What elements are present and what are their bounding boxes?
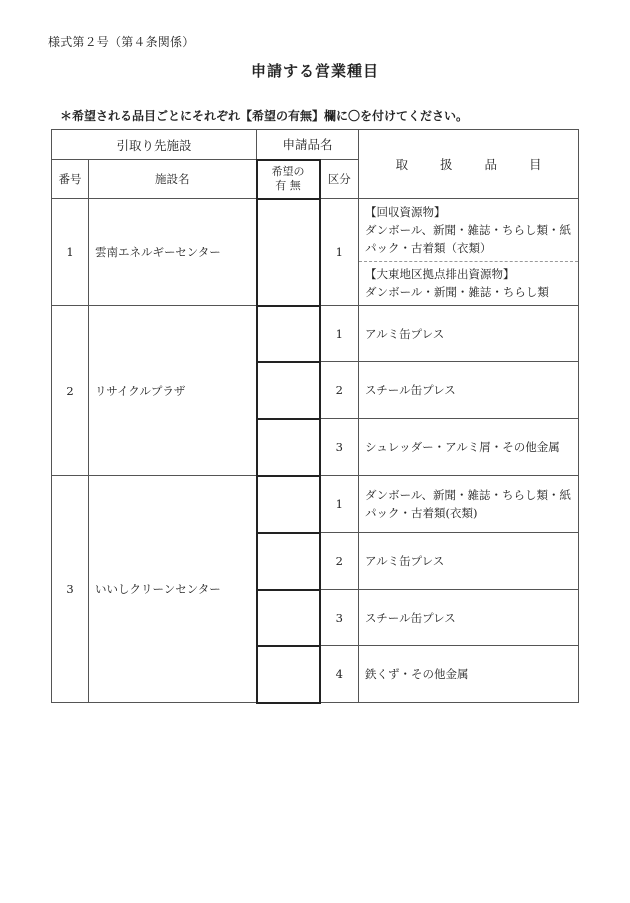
wish-checkbox[interactable] [257,199,320,306]
handled-items-cell: スチール缶プレス [359,590,579,646]
handled-items-cell: シュレッダー・アルミ屑・その他金属 [359,419,579,476]
category-number: 3 [320,419,359,476]
header-wish-line1: 希望の [271,165,305,178]
table-row [52,476,579,533]
category-number: 1 [320,199,359,306]
wish-checkbox[interactable] [257,533,320,590]
application-table [51,129,579,704]
handled-items-cell: 鉄くず・その他金属 [359,646,579,703]
facility-name: 雲南エネルギーセンター [89,199,257,306]
items-group-title: 【大東地区拠点排出資源物】 [365,267,515,281]
wish-checkbox[interactable] [257,476,320,533]
handled-items-cell: アルミ缶プレス [359,533,579,590]
category-number: 2 [320,533,359,590]
header-number: 番号 [52,160,89,199]
instruction-note: ＊希望される品目ごとにそれぞれ【希望の有無】欄に〇を付けてください。 [60,109,469,123]
wish-checkbox[interactable] [257,590,320,646]
header-wish [257,160,320,199]
wish-checkbox[interactable] [257,362,320,419]
items-group-title: 【回収資源物】 [365,205,446,219]
facility-number: 3 [52,476,89,703]
category-number: 4 [320,646,359,703]
wish-checkbox[interactable] [257,306,320,362]
facility-number: 1 [52,199,89,306]
header-row-top [52,130,579,160]
table-row [52,306,579,362]
header-facility-name: 施設名 [89,160,257,199]
header-pickup-facility: 引取り先施設 [52,130,257,160]
header-applied-items: 申請品名 [257,130,359,160]
wish-checkbox[interactable] [257,646,320,703]
category-number: 2 [320,362,359,419]
page-title: 申請する営業種目 [250,62,379,80]
wish-checkbox[interactable] [257,419,320,476]
handled-items-cell: スチール缶プレス [359,362,579,419]
handled-items-cell [359,199,579,306]
facility-number: 2 [52,306,89,476]
items-group-list: ダンボール・新聞・雑誌・ちらし類 [365,285,549,299]
handled-items-cell: ダンボール、新聞・雑誌・ちらし類・紙パック・古着類(衣類) [359,476,579,533]
form-number: 様式第２号（第４条関係） [48,35,195,49]
category-number: 1 [320,476,359,533]
facility-name: いいしクリーンセンター [89,476,257,703]
table-row [52,199,579,306]
header-handled-items: 取 扱 品 目 [359,130,579,199]
facility-name: リサイクルプラザ [89,306,257,476]
category-number: 1 [320,306,359,362]
items-group-list: ダンボール、新聞・雑誌・ちらし類・紙パック・古着類（衣類） [365,223,571,255]
category-number: 3 [320,590,359,646]
header-category: 区分 [320,160,359,199]
header-wish-line2: 有 無 [275,179,301,192]
handled-items-cell: アルミ缶プレス [359,306,579,362]
